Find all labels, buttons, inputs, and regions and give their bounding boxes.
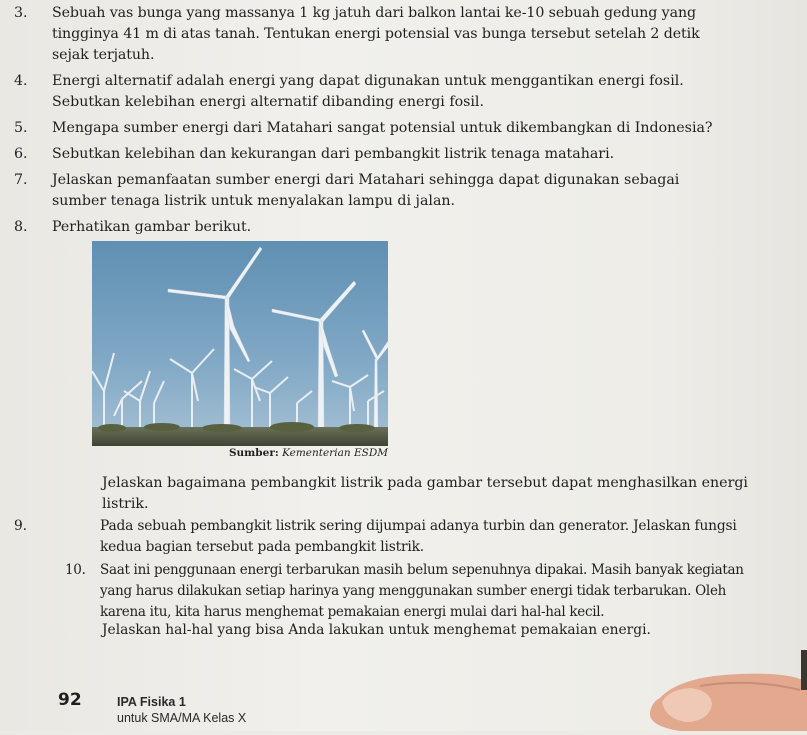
question-number: 5. <box>14 120 28 136</box>
page-edge-shadow <box>801 650 807 690</box>
question-8 <box>14 217 774 239</box>
question-text-line: yang harus dilakukan setiap harinya yang menggunakan sumber energi tidak terbarukan. Oleh <box>100 583 727 599</box>
book-title: IPA Fisika 1 <box>117 695 186 709</box>
question-8-followup <box>102 473 772 515</box>
question-text-line: Saat ini penggunaan energi terbarukan masih belum sepenuhnya dipakai. Masih banyak kegiatan <box>100 562 744 578</box>
question-number: 6. <box>14 146 28 162</box>
question-number: 4. <box>14 73 28 89</box>
figure-caption <box>92 446 388 460</box>
caption-source: Kementerian ESDM <box>282 447 388 459</box>
caption-label: Sumber: <box>228 447 279 459</box>
question-3 <box>14 3 774 69</box>
question-text-line: sumber tenaga listrik untuk menyalakan lampu di jalan. <box>52 193 456 209</box>
question-10-followup: Jelaskan hal-hal yang bisa Anda lakukan untuk menghemat pemakaian energi. <box>102 622 651 638</box>
question-text-line: Sebutkan kelebihan dan kekurangan dari pembangkit listrik tenaga matahari. <box>52 146 615 162</box>
question-4 <box>14 71 774 115</box>
wind-turbine-photo <box>92 241 388 446</box>
question-text-line: Energi alternatif adalah energi yang dapat digunakan untuk menggantikan energi fosil. <box>52 73 684 89</box>
question-text-line: Sebuah vas bunga yang massanya 1 kg jatuh dari balkon lantai ke-10 sebuah gedung yang <box>52 5 696 21</box>
question-text-line: tingginya 41 m di atas tanah. Tentukan energi potensial vas bunga tersebut setelah 2 detik <box>52 26 700 42</box>
question-6 <box>14 144 774 166</box>
question-7 <box>14 170 774 214</box>
question-text-line: Sebutkan kelebihan energi alternatif dibanding energi fosil. <box>52 94 484 110</box>
question-number: 7. <box>14 172 28 188</box>
question-5 <box>14 118 774 140</box>
question-9 <box>14 516 774 560</box>
page-number: 92 <box>58 690 82 710</box>
question-10 <box>14 560 774 626</box>
question-text-line: Mengapa sumber energi dari Matahari sangat potensial untuk dikembangkan di Indonesia? <box>52 120 713 136</box>
finger-photo <box>640 668 807 735</box>
question-text-line: sejak terjatuh. <box>52 47 155 63</box>
question-number: 3. <box>14 5 28 21</box>
question-text-line: Jelaskan pemanfaatan sumber energi dari Matahari sehingga dapat digunakan sebagai <box>52 172 680 188</box>
question-text-line: Pada sebuah pembangkit listrik sering dijumpai adanya turbin dan generator. Jelaskan fungsi <box>100 518 737 534</box>
question-text-line: Perhatikan gambar berikut. <box>52 219 252 235</box>
question-text-line: karena itu, kita harus menghemat pemakaian energi mulai dari hal-hal kecil. <box>100 604 605 620</box>
followup-line: Jelaskan bagaimana pembangkit listrik pada gambar tersebut dapat menghasilkan energi <box>102 475 748 491</box>
question-number: 9. <box>14 518 27 534</box>
book-subtitle: untuk SMA/MA Kelas X <box>117 711 247 725</box>
question-number: 10. <box>65 562 86 578</box>
question-number: 8. <box>14 219 28 235</box>
question-text-line: kedua bagian tersebut pada pembangkit listrik. <box>100 539 424 555</box>
followup-line: listrik. <box>102 496 149 512</box>
